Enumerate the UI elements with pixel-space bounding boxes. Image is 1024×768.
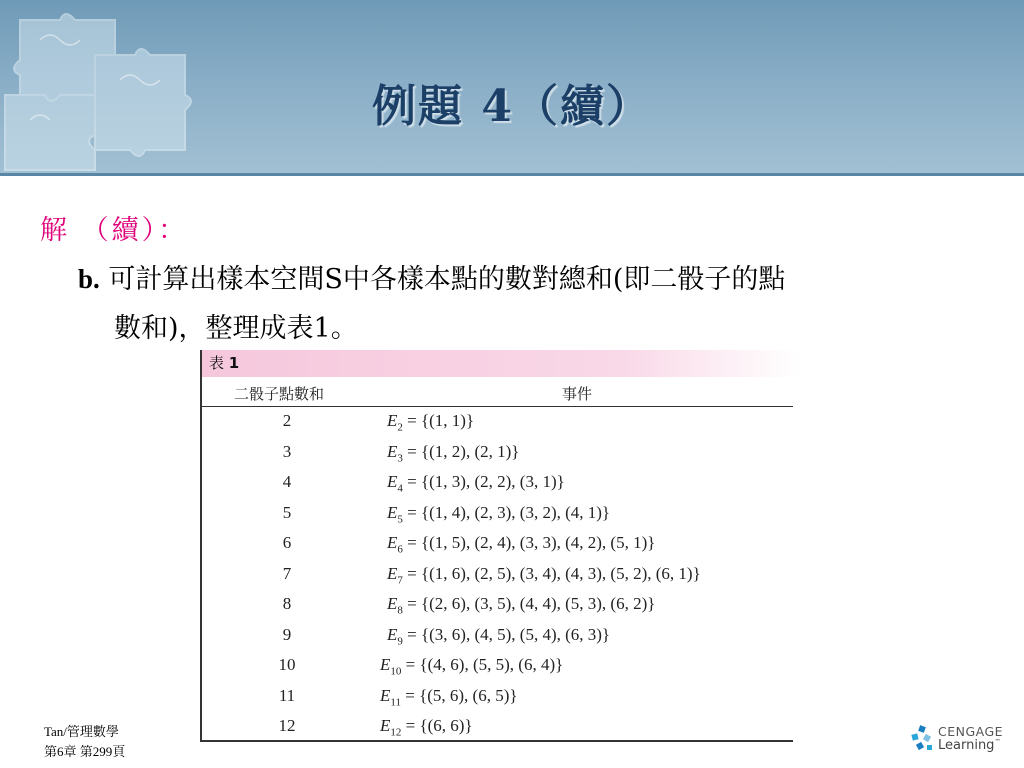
table-row [202,651,793,681]
table-bottom-border [200,740,793,742]
dice-sum-cell: 9 [282,624,292,644]
table-row [202,590,793,620]
event-symbol [380,655,402,678]
paragraph-text-1: 可計算出樣本空間S中各樣本點的數對總和(即二骰子的點 [99,264,786,295]
event-letter: E [387,411,398,430]
event-letter: E [387,563,398,583]
event-outcome-set: = {(1, 3), (2, 2), (3, 1)} [402,472,565,491]
event-subscript: 11 [390,695,401,708]
cengage-mark-icon [910,724,936,754]
event-symbol [380,685,401,708]
event-outcome-set: = {(2, 6), (3, 5), (4, 4), (5, 3), (6, 2)} [402,594,656,613]
event-subscript: 2 [397,421,403,434]
event-subscript: 3 [397,451,403,464]
event-cell [387,472,565,494]
event-letter: E [387,624,398,644]
event-outcome-set: = {(3, 6), (4, 5), (5, 4), (6, 3)} [402,624,611,644]
dice-sum-cell: 5 [282,502,292,522]
trademark-mark: ™ [994,738,1001,746]
item-marker: b. [78,264,100,294]
footer-source [44,722,125,762]
event-letter: E [387,594,398,613]
dice-sum-cell: 8 [282,594,292,613]
event-letter: E [380,716,391,735]
event-cell [387,442,519,464]
dice-sum-cell: 3 [282,441,292,461]
event-letter: E [380,685,391,705]
table-row [202,407,793,437]
slide-title: 例題 4（續） [372,81,652,132]
event-outcome-set: = {(1, 6), (2, 5), (3, 4), (4, 3), (5, 2), (6, 1)} [402,563,701,583]
event-letter: E [387,472,398,491]
event-cell [387,533,655,555]
dice-sum-cell: 2 [282,411,292,430]
event-outcome-set: = {(1, 5), (2, 4), (3, 3), (4, 2), (5, 1)} [402,533,656,552]
event-cell [387,503,610,525]
paragraph-line-2: 數和)，整理成表1。 [114,313,358,344]
event-cell [387,594,655,616]
event-outcome-set: = {(6, 6)} [401,716,473,735]
event-cell [380,655,563,677]
event-letter: E [387,441,398,461]
event-symbol [387,533,403,556]
event-subscript: 6 [397,543,403,556]
logo-subword-text: Learning [938,738,995,753]
event-letter: E [387,533,398,552]
event-subscript: 9 [397,634,403,647]
header-event: 事件 [562,385,593,403]
table-row [202,682,793,712]
solution-label: 解 （續）： [40,215,189,246]
logo-wordmark: CENGAGE [938,724,1004,739]
event-symbol [387,563,403,586]
footer-book: Tan/管理數學 [44,724,119,739]
event-outcome-set: = {(1, 4), (2, 3), (3, 2), (4, 1)} [402,502,611,522]
dice-sum-cell: 4 [282,472,292,491]
table-row [202,499,793,529]
event-outcome-set: = {(4, 6), (5, 5), (6, 4)} [401,655,564,674]
cengage-logo [910,722,1020,756]
table-row [202,621,793,651]
event-symbol [387,441,403,464]
event-cell [380,716,473,738]
event-symbol [387,502,403,525]
footer-page: 第6章 第299頁 [44,744,126,759]
event-symbol [387,411,403,434]
sum-events-table [200,350,793,742]
event-subscript: 5 [397,512,403,525]
event-symbol [387,624,403,647]
table-caption-number: 1 [228,354,240,372]
event-cell [387,625,610,647]
table-row [202,438,793,468]
event-symbol [380,716,402,739]
event-symbol [387,594,403,617]
dice-sum-cell: 12 [278,716,296,735]
dice-sum-cell: 11 [278,685,296,705]
event-symbol [387,472,403,495]
table-header-row [202,377,793,407]
table-caption [200,350,800,377]
table-row [202,712,793,742]
event-subscript: 4 [397,482,403,495]
table-caption-prefix: 表 [209,354,229,372]
event-subscript: 7 [397,573,403,586]
event-outcome-set: = {(5, 6), (6, 5)} [400,685,518,705]
event-cell [387,411,474,433]
dice-sum-cell: 7 [282,563,292,583]
event-cell [380,686,518,708]
dice-sum-cell: 6 [282,533,292,552]
slide-header-band [0,0,1024,173]
event-letter: E [380,655,391,674]
event-outcome-set: = {(1, 2), (2, 1)} [402,441,520,461]
event-subscript: 12 [390,726,402,739]
event-subscript: 10 [390,665,402,678]
event-subscript: 8 [397,604,403,617]
event-outcome-set: = {(1, 1)} [402,411,475,430]
logo-subword [938,738,1000,753]
event-cell [387,564,701,586]
dice-sum-cell: 10 [278,655,296,674]
table-row [202,560,793,590]
header-dice-sum: 二骰子點數和 [234,385,325,403]
paragraph-line-1 [78,257,785,296]
event-letter: E [387,502,398,522]
table-row [202,468,793,498]
table-row [202,529,793,559]
header-divider [0,173,1024,176]
